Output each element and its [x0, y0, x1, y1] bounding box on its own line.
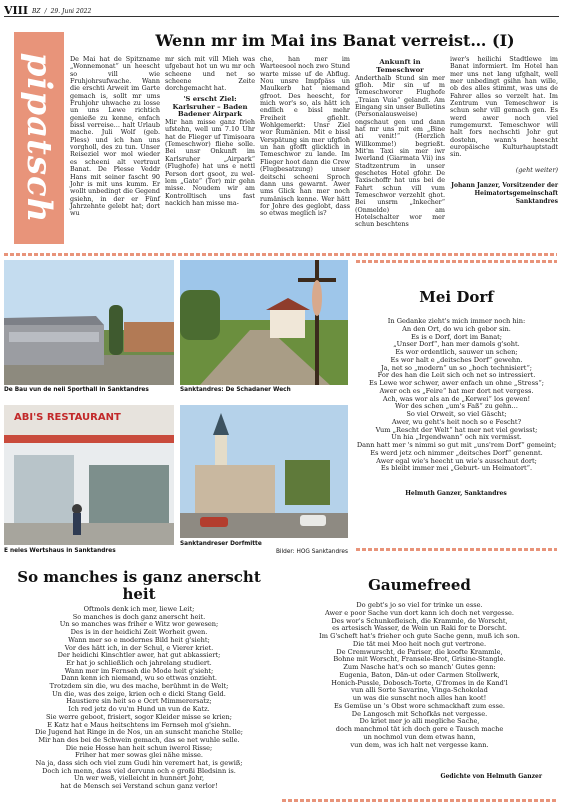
poem-author: Helmuth Ganzer, Sanktandres — [405, 490, 507, 497]
article-text: iwer's heilichi Stadtlewe im Banat informiert. Im Hotel han mer uns net lang ufghalt, well mer unbedingt gsihn han wille, ob des alles stimmt, was uns de Fahrer alles so verzelt hat. Im Zentrum vun Temeschwor is schun sehr vill gemach gen. Es werd awer noch viel rumgemurxt. Temeschwor will halt fors nechschti Johr gut dostehn, wann's heescht europäische Kulturhauptstadt sin. — [450, 55, 558, 159]
poem-line: Do gebt's jo so viel for trinke un esse. — [356, 601, 483, 609]
poem-line: Do kriet mer jo alli megliche Sache, — [359, 717, 480, 726]
poem-line: Trotzdem sin die, wu des mache, berühmt in de Welt; — [49, 682, 229, 691]
poem-title: Mei Dorf — [419, 288, 494, 306]
poem-line: So manches is doch ganz anerscht heit. — [72, 612, 206, 621]
poem-line: Haustiere sin heit so e Ocrt Mimmerersatz; — [66, 697, 212, 706]
poem-line: Awer e poor Sache vun dort kann ich doch net vergesse. — [325, 608, 514, 617]
poem-line: Ich red jetz do vu'm Hund un vun de Katz. — [68, 705, 210, 714]
poem-line: Oftmols denk ich mer, liewe Leit; — [83, 605, 195, 613]
article-column-4 — [355, 56, 445, 258]
poem-line: vun alli Sorte Savarine, Vinga-Schokolad — [351, 686, 488, 695]
poem-line: Es bleibt immer mei „Geburt- un Heimatort“. — [380, 464, 533, 473]
poem-line: Es Gemüse un 's Obst wore schmackhaft zum esse. — [333, 701, 506, 710]
poem-line: es artesisch Wasser, de Wein un Raki for te Dorscht. — [332, 624, 507, 633]
photo-caption: De Bau vun de neii Sporthall in Sanktandres — [4, 387, 149, 393]
poem-line: E Katz hat e Maus heitschtens im Fernseh mol g'siehn. — [47, 720, 231, 729]
poem-line: Ach, was wor als an de „Kerwei“ los gewen! — [382, 394, 531, 403]
poem-line: Es Lewe wor schwer, awer enfach un ohne „Stress“; — [369, 379, 544, 387]
poem-line: Mir han des bei de Schwein gemach, das se net wuhle selle. — [38, 735, 240, 744]
photo-sporthall — [4, 260, 174, 385]
poem-gaumefreed — [282, 602, 557, 749]
continued-note: (geht weiter) — [515, 165, 558, 174]
poem-line: De Langosch mit Schofkäs net vergesse. — [351, 709, 488, 718]
poem-line: An den Ort, do wu ich gebor sin. — [402, 324, 511, 333]
photo-restaurant — [4, 405, 174, 545]
poem-line: Die neie Hosse han heit schun iwerol Risse; — [65, 743, 213, 752]
pipatsch-logo — [14, 32, 64, 244]
poem-line: Na ja, dass sich och viel zum Gudi hin veremert hat, is gewiß; — [35, 759, 243, 768]
subheading: 'S erscht Ziel: Karlsruher – Baden Badener Airpark — [172, 94, 248, 119]
poem-line: Es wor ordentlich, sauwer un schen; — [395, 348, 518, 356]
poem-line: Die Jugend hat Ringe in de Nos, un an sunscht manche Stelle; — [34, 728, 243, 737]
poem-line: Ja, net so „modern“ un so „hoch technisiert“; — [380, 363, 533, 372]
poem-line: Friher hat mer sowas glei nähe misse. — [75, 751, 203, 760]
poem-line: Dann hatt mer 's nimmi so gut mit „uns'rem Dorf“ gemeint; — [356, 441, 557, 449]
poem-line: In Gedanke zieht's mich immer noch hin: — [387, 317, 526, 325]
poem-line: Eugenia, Baton, Dän-ut oder Carmen Stollwerk, — [339, 670, 500, 679]
poem-line: Wann mer so e modernes Bild heit g'sieht; — [68, 635, 210, 644]
poem-line: For des han die Leit sich och net so intressiert. — [377, 371, 536, 380]
poem-line: Dann kenn ich niemand, wu so ettwas onzieht. — [61, 674, 217, 683]
poem-line: hat de Mensch sei Verstand schun ganz verlor! — [60, 782, 218, 791]
poem-line: Wor des schen „um's Faß“ zu gehn… — [395, 402, 518, 411]
poem-line: Un wer weß, vielleicht in hunnert Johr, — [73, 774, 205, 783]
poem-mei-dorf — [356, 318, 557, 473]
poem-title: So manches is ganz anerscht heit — [17, 568, 261, 603]
poem-line: vun dem, was ich halt net vergesse kann. — [350, 740, 489, 749]
poem-line: un was die sunscht noch alles han koot! — [352, 694, 487, 702]
poem-line: Es is e Dorf, dort im Banat; — [410, 332, 503, 341]
poem-line: So viel Orweit, so viel Gäscht; — [406, 410, 507, 418]
article-column-3: che, han mer im Warteesool noch zwo Stund warte misse uf de Abflug. Nou unsre Impfpäss un Maulkerb hat niemand gfroot. Des heescht, for mich wor's so, als hätt ich endlich e bissl mehr Freiheit gfiehlt. Wohlgemerkt: Unsr Ziel wor Rumänien. Mit e bissl Verspätung sin mer ufgfloh un han gfofft glicklich in Temeschwor zu lande. Im Flieger hoot dann die Crew (Flugbesatzung) unser deitschi scheeni Sproch dann uns gewarnt. Awer ums Glick han mer noch rumänisch kenne. Wer hätt for Johre des geglobt, dass so etwas meglich is? — [260, 55, 350, 218]
article-text: Anderthalb Stund sin mer gfloh. Mir sin uf m Temeschworer Flughofe „Traian Vuia“ gelandt. Am Eingang sin unser Bulletins (Personalausweise) ongschaut gen und dann hat mr uns mit em „Bine ati venit!“ (Herzlich Willkomme!) begrießt. Mit'm Taxi sin mer iwr Iwerland (Giarmata Vii) ins Stadtzentrum in unser geschetes Hotel gfohr. De Taxischoffr hat uns bei de Fahrt schun vill vum Temeschwor verzehlt ghot. Bei unsrm „Inkecher“ (Onmelde) am Hotelschalter wor mer schun beschtens — [355, 73, 445, 229]
poem-line: Des wor's Schunkefleisch, die Krammle, de Worscht, — [331, 616, 508, 625]
logo-text: pipatsch — [19, 52, 59, 224]
poem-line: Die tät mei Moo heit noch gut vertrone. — [352, 639, 487, 648]
article-column-1: De Mai hat de Spitzname „Wonnemonat“ un heescht so vill wie Fruhjohrsufwache. Wann die erschti Arweit im Garte gemach is, sollt mr ums Fruhjohr uhwache zu losse un uns Lewe richtich genieße zu kenne, enfach bissl verreise… halt Urlaub mache. Juli Wolf (geb. Pless) und ich han uns vorgholl, des zu tun. Unser Reiseziel wor mol wieder es scheeni alt vertraut Banat. De Plesse Veddr Hans mit seiner fascht 90 Johr is mit uns kumm. Er wollt unbedingt die Gegend gsiehn, in der er Fünf Jahrzehnte gelebt hat; dort wu — [70, 55, 160, 218]
article-column-5 — [450, 56, 558, 258]
poem-line: De Cremwurscht, de Pariser, die koofte Krammle, — [336, 647, 503, 656]
article-column-2 — [165, 56, 255, 258]
photo-village-center — [180, 405, 348, 538]
article-title: Wenn mr im Mai ins Banat verreist… (I) — [155, 31, 515, 50]
poem-line: Es werd jetz och nimmer „deitsches Dorf“ genennt. — [370, 448, 543, 457]
poem-line: Zum Nasche hat's och so manch' Gutes genn: — [343, 663, 496, 671]
photo-caption: Sanktandres: De Schadaner Wech — [180, 387, 291, 393]
poem-line: Er hat jo schließlich och jahrelang studiert. — [66, 658, 212, 667]
photo-credit: Bilder: HOG Sanktandres — [275, 549, 348, 555]
poem-line: doch manchmol tät ich doch gere e Tausch mache — [335, 725, 504, 733]
divider-stripe — [356, 260, 557, 263]
poem-line: Awer egal wie's heecht un wie's ausschaut dort; — [376, 456, 537, 465]
paper-name: BZ — [31, 8, 41, 15]
poem-anerscht-heit — [4, 606, 274, 791]
poem-line: „Unser Dorf“, han mer damols g'soht. — [393, 340, 520, 349]
divider-stripe — [4, 253, 557, 256]
author-signature: Johann Janzer, Vorsitzender der Heimatortsgemeinschaft Sanktandres — [451, 182, 558, 206]
restaurant-sign: ABI'S RESTAURANT — [14, 412, 121, 423]
poem-line: Awer, wu geht's heit noch so e Fescht? — [391, 417, 522, 426]
photo-caption: Sanktandreser Dorfmitte — [180, 541, 262, 547]
poem-line: Un hia „Irgendwann“ och nix vermisst. — [391, 433, 522, 442]
poem-line: Sie werre geboot, frisiert, sogor Kleider misse se krien; — [45, 712, 233, 721]
photo-road-cross — [180, 260, 348, 385]
poem-line: Vum „Rescht der Welt“ hat mer net viel gewisst; — [375, 425, 538, 434]
subheading: Ankunft in Temeschwor — [376, 58, 424, 74]
page-number: VIII — [4, 4, 28, 17]
poem-line: Wann mer im Fernseh die Mode heit g'sieht; — [64, 666, 214, 675]
poem-author: Gedichte von Helmuth Ganzer — [440, 773, 542, 780]
photo-caption: E neies Wertshaus in Sanktandres — [4, 548, 116, 554]
issue-date: 29. Juni 2022 — [50, 8, 92, 15]
poem-line: Vor des hätt ich, in der Schul, e Vierer kriet. — [64, 643, 214, 652]
poem-line: Un so manches was friher e Witz wor gewesen; — [59, 620, 219, 629]
poem-line: Des is in der heidichi Zeit Worheit gwen. — [70, 628, 208, 637]
page-header: VIII BZ / 29. Juni 2022 — [4, 3, 559, 17]
poem-line: Bohne mit Worscht, Fransele-Brot, Grisine-Stangle. — [333, 655, 506, 664]
poem-title: Gaumefreed — [368, 576, 471, 594]
poem-line: Un die, was des zeige, krien och e dicki Stang Geld. — [52, 689, 226, 698]
poem-line: un nochmol vun dem etwas hann, — [363, 732, 476, 741]
poem-line: Honich-Pussle, Dobosch-Torte, G'fromes in de Kand'l — [331, 678, 508, 687]
divider-stripe — [356, 548, 557, 551]
poem-line: Doch ich menn, dass viel dervunn och e großi Bledsinn is. — [42, 766, 236, 775]
poem-line: Der heidichi Kinschtler awer, hat gut abkassiert; — [57, 651, 221, 660]
article-text: Mir han misse ganz frieh ufstehn, well um 7.10 Uhr hat de Flieger uf Timișoara (Temeschwor) fliehe solle. Bei unsr Onkunft im Karlsruher „Airpark“ (Flughofe) hat uns e nettl Person dort gsoot, zu wel- lem „Gate“ (Tor) mir gehn misse. Noudem wir am Kontrolltisch uns fast nackich han misse ma- — [165, 118, 255, 207]
poem-line: Awer och es „Feire“ hat mer dort net vergess. — [379, 386, 534, 395]
divider-stripe — [282, 799, 557, 802]
poem-line: Im G'scheft hat's frieher och gute Sache genn, muß ich son. — [319, 632, 520, 640]
poem-line: Es wor halt e „deitsches Dorf“ gewehn. — [390, 355, 523, 364]
article-text: mr sich mit vill Mieh was ufgebaut hot un wu mr och scheene und net so scheene Zeite dorchgemacht hat. — [165, 55, 255, 93]
